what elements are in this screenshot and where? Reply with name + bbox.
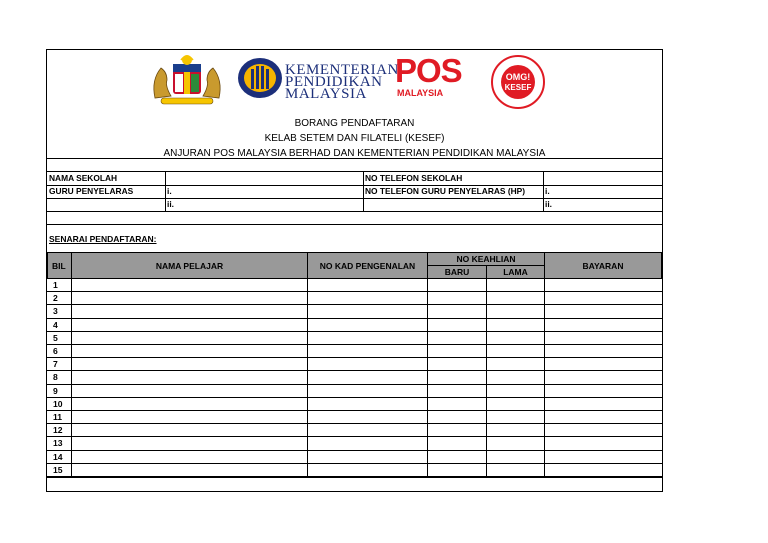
kpm-logo-text <box>285 64 399 100</box>
row-number: 6 <box>53 346 58 356</box>
table-row <box>47 305 662 318</box>
table-row <box>47 464 662 477</box>
table-row <box>47 385 662 398</box>
no-telefon-sekolah-label: NO TELEFON SEKOLAH <box>365 173 463 183</box>
divider <box>71 279 72 477</box>
col-lama: LAMA <box>486 265 545 279</box>
table-row <box>47 451 662 464</box>
row-number: 7 <box>53 359 58 370</box>
table-row <box>47 332 662 345</box>
divider <box>307 279 308 477</box>
kpm-line-1: KEMENTERIAN <box>285 62 399 78</box>
divider <box>427 279 428 477</box>
row-number: 14 <box>53 451 63 462</box>
kpm-logo <box>237 54 399 104</box>
divider <box>486 279 487 477</box>
divider <box>47 158 662 159</box>
kpm-line-2: PENDIDIKAN <box>285 74 383 90</box>
kpm-emblem-icon <box>237 55 283 101</box>
title-line-2: KELAB SETEM DAN FILATELI (KESEF) <box>264 133 445 144</box>
divider <box>47 211 662 212</box>
table-row <box>47 437 662 450</box>
col-bil: BIL <box>47 252 72 279</box>
divider <box>47 198 662 199</box>
kesef-omg-logo <box>485 54 551 110</box>
row-number: 10 <box>53 398 63 409</box>
row-number: 13 <box>53 438 63 449</box>
divider <box>47 171 662 172</box>
kpm-line-3: MALAYSIA <box>285 86 367 102</box>
row-number: 15 <box>53 464 63 475</box>
registration-table-body <box>47 279 662 477</box>
no-telefon-guru-label: NO TELEFON GURU PENYELARAS (HP) <box>365 186 526 196</box>
title-line-3: ANJURAN POS MALAYSIA BERHAD DAN KEMENTERIAN PENDIDIKAN MALAYSIA <box>163 148 546 159</box>
nama-sekolah-label: NAMA SEKOLAH <box>49 173 118 183</box>
guru-roman-i: i. <box>167 186 172 196</box>
table-row <box>47 398 662 411</box>
row-number: 2 <box>53 293 58 304</box>
table-row <box>47 319 662 332</box>
row-number: 3 <box>53 306 58 317</box>
svg-text:OMG!: OMG! <box>505 72 531 82</box>
row-number: 1 <box>53 280 58 290</box>
col-no-kad: NO KAD PENGENALAN <box>307 252 428 279</box>
title-line-1: BORANG PENDAFTARAN <box>294 118 415 129</box>
table-row <box>47 358 662 371</box>
row-number: 11 <box>53 412 63 422</box>
divider <box>544 279 545 477</box>
table-row <box>47 371 662 384</box>
row-number: 12 <box>53 425 63 436</box>
malaysia-coat-of-arms-logo <box>147 54 227 108</box>
svg-text:KESEF: KESEF <box>504 83 532 92</box>
table-row <box>47 292 662 305</box>
divider <box>47 185 662 186</box>
col-no-keahlian: NO KEAHLIAN <box>427 252 545 266</box>
logo-bar <box>147 54 567 110</box>
table-row <box>47 411 662 424</box>
col-bayaran: BAYARAN <box>544 252 662 279</box>
guru-penyelaras-label: GURU PENYELARAS <box>49 186 134 196</box>
telefon-roman-ii: ii. <box>545 199 552 209</box>
row-number: 8 <box>53 372 58 383</box>
telefon-roman-i: i. <box>545 186 550 196</box>
col-nama-pelajar: NAMA PELAJAR <box>71 252 308 279</box>
table-row <box>47 345 662 358</box>
pos-logo-sub: MALAYSIA <box>397 88 444 98</box>
pos-malaysia-logo <box>393 54 473 98</box>
row-number: 9 <box>53 385 58 396</box>
form-title <box>47 116 662 161</box>
table-row <box>47 424 662 437</box>
table-row <box>47 279 662 292</box>
row-number: 5 <box>53 332 58 343</box>
row-number: 4 <box>53 319 58 330</box>
senarai-pendaftaran-label: SENARAI PENDAFTARAN: <box>49 234 157 244</box>
col-baru: BARU <box>427 265 487 279</box>
pos-logo-word: POS <box>395 52 462 89</box>
divider <box>47 477 662 478</box>
divider <box>47 224 662 225</box>
registration-form <box>46 49 663 492</box>
guru-roman-ii: ii. <box>167 199 174 209</box>
